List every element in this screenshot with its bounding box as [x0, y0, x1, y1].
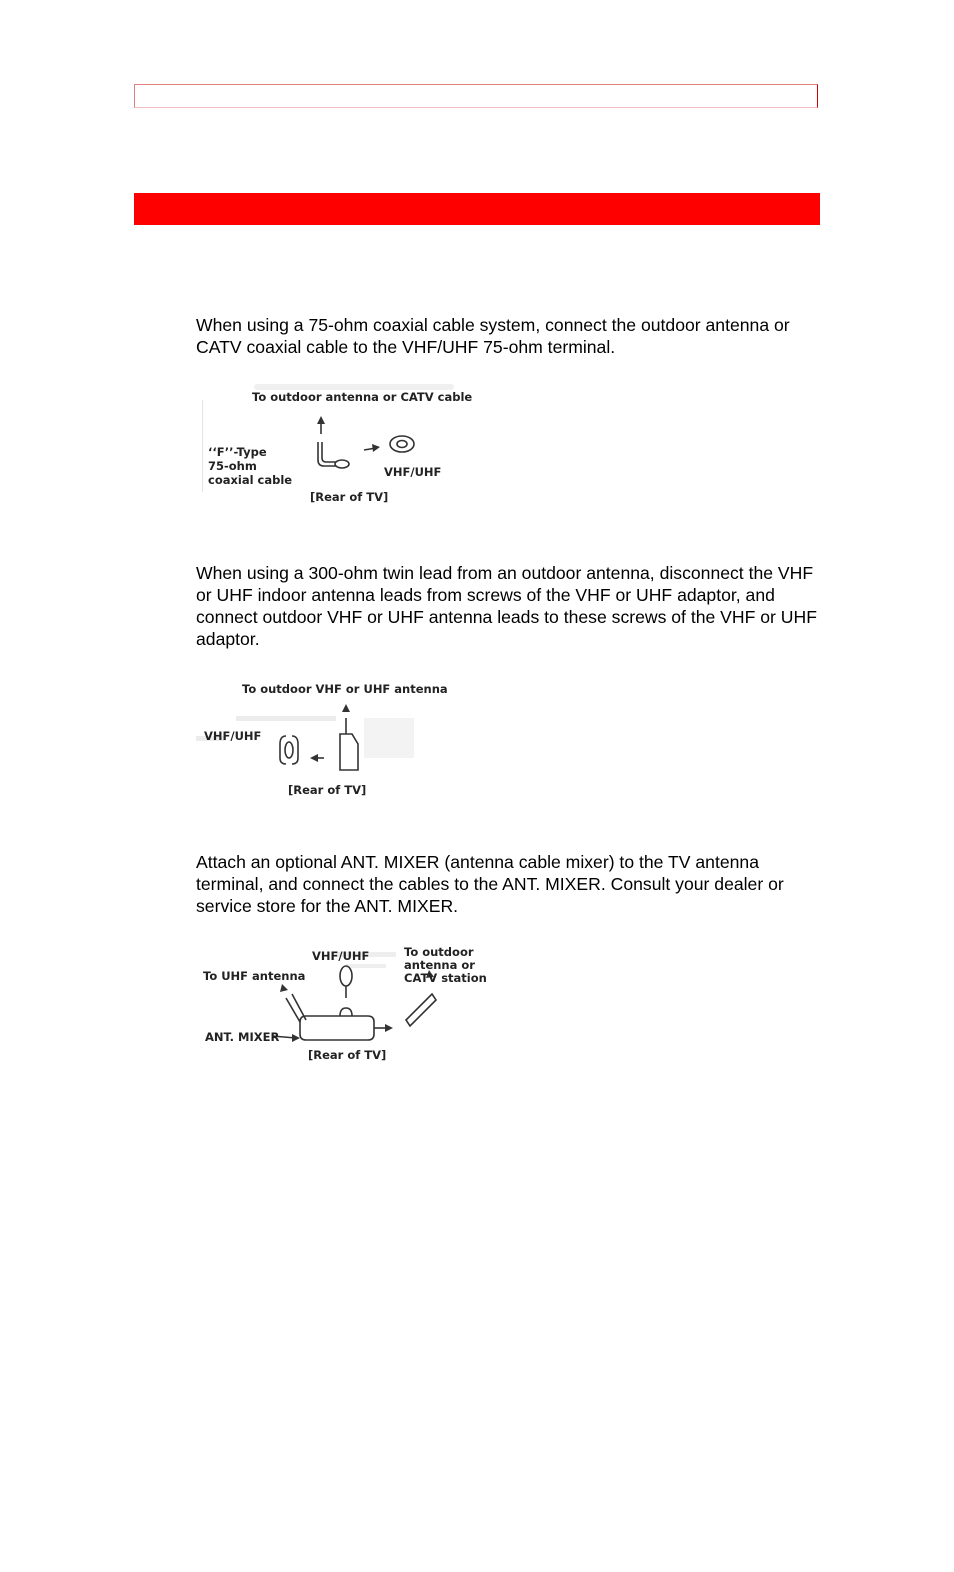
rear-of-tv-caption-3: [Rear of TV]	[308, 1048, 387, 1062]
outdoor-vhf-uhf-label: To outdoor VHF or UHF antenna	[242, 682, 448, 696]
section-title-bar	[134, 193, 820, 225]
outdoor-antenna-label: To outdoor antenna or CATV cable	[252, 390, 473, 404]
coaxial-diagram	[194, 380, 474, 510]
mixer-paragraph: Attach an optional ANT. MIXER (antenna cable mixer) to the TV antenna terminal, and connect the cables to the ANT. MIXER. Consult your dealer or service store for the ANT. MIXER.	[196, 852, 784, 916]
vhf-uhf-terminal-label: VHF/UHF	[384, 465, 442, 479]
ant-mixer-label: ANT. MIXER	[205, 1030, 280, 1044]
ant-mixer-diagram	[196, 942, 496, 1067]
twin-lead-paragraph: When using a 300-ohm twin lead from an outdoor antenna, disconnect the VHF or UHF indoor antenna leads from screws of the VHF or UHF adaptor, and connect outdoor VHF or UHF antenna leads to these screws of the VHF or UHF adaptor.	[196, 563, 817, 649]
catv-station-label: CATV station	[404, 971, 487, 985]
to-uhf-antenna-label: To UHF antenna	[203, 969, 306, 983]
rear-of-tv-caption: [Rear of TV]	[310, 490, 389, 504]
vhf-uhf-terminal-label-2: VHF/UHF	[204, 729, 262, 743]
to-outdoor-label: To outdoor	[404, 945, 474, 959]
coaxial-paragraph: When using a 75-ohm coaxial cable system, connect the outdoor antenna or CATV coaxial cable to the VHF/UHF 75-ohm terminal.	[196, 315, 790, 357]
rear-of-tv-caption-2: [Rear of TV]	[288, 783, 367, 797]
vhf-uhf-terminal-label-3: VHF/UHF	[312, 949, 370, 963]
cable-type-label: ‘‘F’’-Type	[208, 445, 267, 459]
cable-ohm-label: 75-ohm	[208, 459, 257, 473]
header-frame	[134, 84, 818, 108]
cable-kind-label: coaxial cable	[208, 473, 293, 487]
twin-lead-diagram	[194, 678, 454, 803]
antenna-or-label: antenna or	[404, 958, 475, 972]
